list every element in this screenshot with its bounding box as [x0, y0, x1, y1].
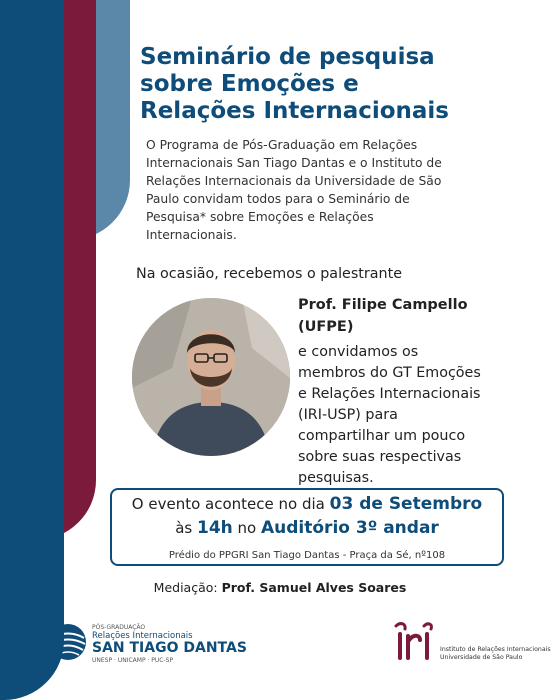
intro-line: Internacionais San Tiago Dantas e o Instituto de: [146, 156, 442, 170]
invite-line: compartilhar um pouco: [298, 428, 466, 444]
iri-logo-line: Instituto de Relações Internacionais: [440, 646, 551, 653]
speaker-photo: [132, 298, 290, 456]
invite-line: e convidamos os: [298, 344, 419, 360]
ppgri-logo: [48, 622, 248, 668]
event-time-prefix: às: [175, 519, 193, 537]
event-time-line: [112, 518, 502, 538]
logo-mid-text: Relações Internacionais: [92, 631, 193, 641]
logo-main-text: SAN TIAGO DANTAS: [92, 640, 247, 656]
event-date-line: [112, 494, 502, 514]
event-place-prefix: no: [237, 519, 257, 537]
speaker-name-line: Prof. Filipe Campello: [298, 297, 468, 313]
mediation-label: Mediação:: [153, 580, 218, 595]
event-place: Auditório 3º andar: [261, 518, 439, 538]
intro-line: Paulo convidam todos para o Seminário de: [146, 192, 410, 206]
event-time: 14h: [196, 518, 233, 538]
title-line: Seminário de pesquisa: [140, 44, 435, 70]
event-details-box: [110, 488, 504, 566]
mediator-name: Prof. Samuel Alves Soares: [221, 580, 407, 595]
invite-line: pesquisas.: [298, 470, 374, 486]
intro-line: Pesquisa* sobre Emoções e Relações: [146, 210, 374, 224]
event-date-prefix: O evento acontece no dia: [131, 495, 325, 513]
intro-line: O Programa de Pós-Graduação em Relações: [146, 138, 418, 152]
invite-line: sobre suas respectivas: [298, 449, 462, 465]
invite-line: membros do GT Emoções: [298, 365, 481, 381]
invite-text: [298, 342, 538, 489]
iri-logo-text: [440, 646, 551, 662]
event-address: Prédio do PPGRI San Tiago Dantas - Praça da Sé, nº108: [168, 550, 446, 561]
page-title: [140, 44, 540, 125]
mediation-line: [0, 580, 560, 595]
invite-line: e Relações Internacionais: [298, 386, 481, 402]
logo-small-text: PÓS-GRADUAÇÃO: [92, 624, 146, 631]
person-icon: [132, 298, 290, 456]
speaker-name: [298, 294, 538, 338]
decorative-band-navy: [0, 0, 64, 700]
logo-sub-text: UNESP · UNICAMP · PUC-SP: [92, 657, 174, 664]
title-line: Relações Internacionais: [140, 98, 449, 124]
iri-logo-line: Universidade de São Paulo: [440, 654, 523, 661]
title-line: sobre Emoções e: [140, 71, 359, 97]
intro-line: Internacionais.: [146, 228, 237, 242]
event-date: 03 de Setembro: [329, 494, 483, 514]
intro-text: [146, 136, 536, 244]
iri-logo-mark-icon: [390, 620, 434, 662]
intro-line: Relações Internacionais da Universidade de São: [146, 174, 442, 188]
iri-logo: [390, 618, 550, 664]
speaker-lead-text: Na ocasião, recebemos o palestrante: [136, 266, 402, 282]
invite-line: (IRI-USP) para: [298, 407, 398, 423]
speaker-affiliation: (UFPE): [298, 319, 354, 335]
